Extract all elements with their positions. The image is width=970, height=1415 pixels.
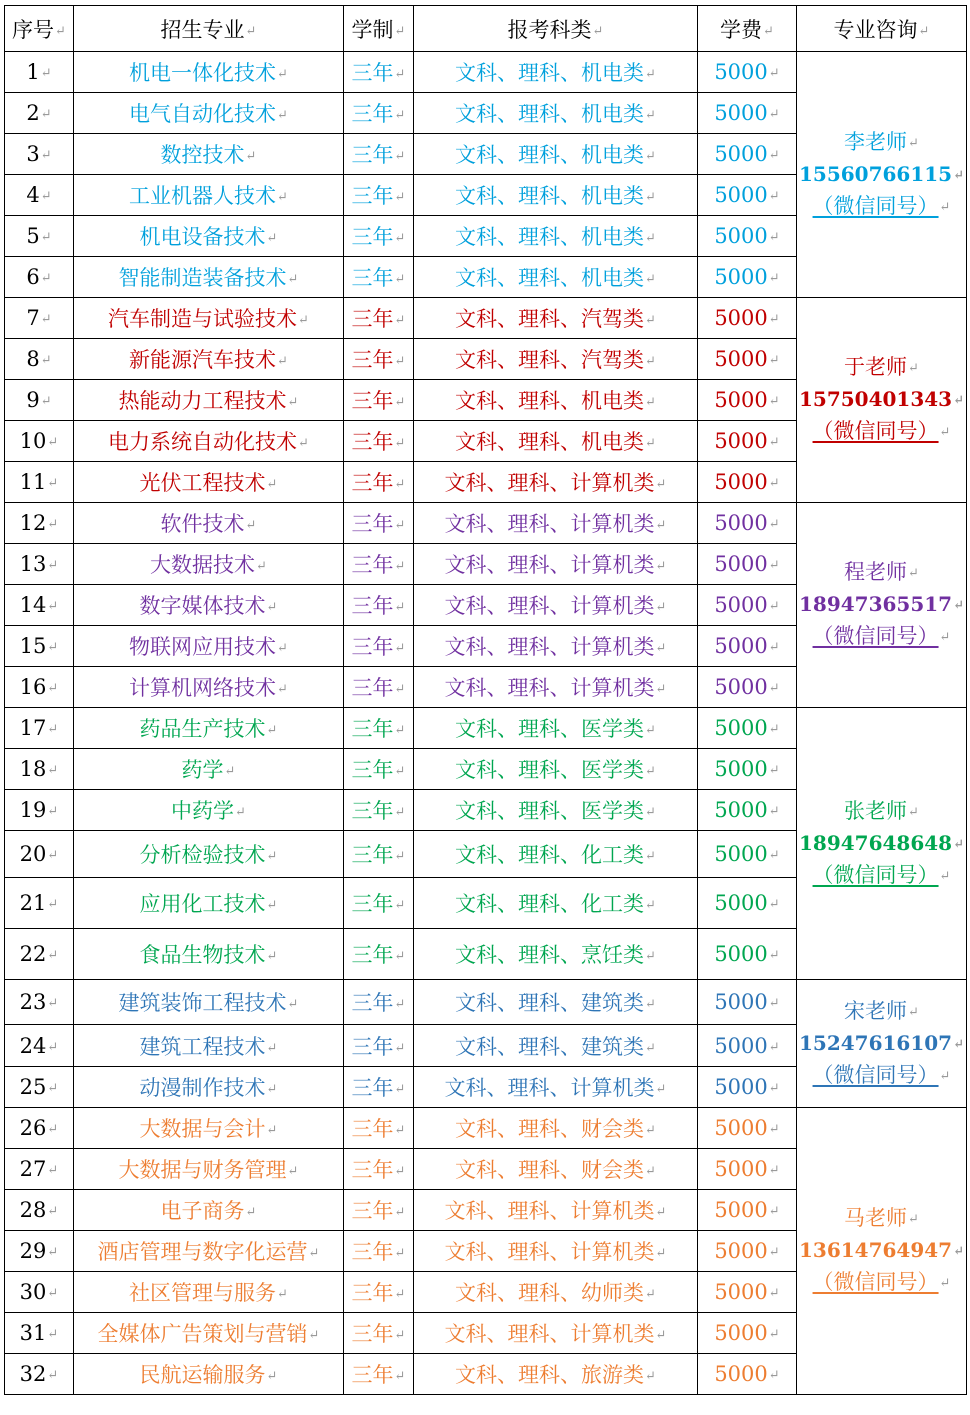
subjects-cell: 文科、理科、财会类↵ [414, 1108, 698, 1149]
duration-cell: 三年↵ [344, 503, 414, 544]
fee-cell: 5000↵ [698, 544, 797, 585]
duration-cell: 三年↵ [344, 1354, 414, 1395]
fee-cell: 5000↵ [698, 585, 797, 626]
fee-cell: 5000↵ [698, 790, 797, 831]
duration-cell: 三年↵ [344, 831, 414, 878]
consult-contact [797, 708, 967, 980]
row-number: 11↵ [5, 462, 74, 503]
duration-cell: 三年↵ [344, 708, 414, 749]
row-number: 29↵ [5, 1231, 74, 1272]
subjects-cell: 文科、理科、财会类↵ [414, 1149, 698, 1190]
duration-cell: 三年↵ [344, 339, 414, 380]
subjects-cell: 文科、理科、医学类↵ [414, 708, 698, 749]
fee-cell: 5000↵ [698, 93, 797, 134]
row-number: 7↵ [5, 298, 74, 339]
contact-phone[interactable]: 18947365517↵ [799, 592, 964, 616]
row-number: 25↵ [5, 1067, 74, 1108]
subjects-cell: 文科、理科、机电类↵ [414, 216, 698, 257]
fee-cell: 5000↵ [698, 216, 797, 257]
subjects-cell: 文科、理科、机电类↵ [414, 421, 698, 462]
fee-cell: 5000↵ [698, 1067, 797, 1108]
duration-cell: 三年↵ [344, 1067, 414, 1108]
row-number: 3↵ [5, 134, 74, 175]
row-number: 6↵ [5, 257, 74, 298]
contact-name: 李老师↵ [844, 129, 919, 154]
row-number: 10↵ [5, 421, 74, 462]
fee-cell: 5000↵ [698, 339, 797, 380]
major-name: 全媒体广告策划与营销↵ [74, 1313, 344, 1354]
consult-contact [797, 1108, 967, 1395]
fee-cell: 5000↵ [698, 626, 797, 667]
row-number: 4↵ [5, 175, 74, 216]
subjects-cell: 文科、理科、化工类↵ [414, 831, 698, 878]
header-subjects: 报考科类↵ [414, 6, 698, 52]
row-number: 15↵ [5, 626, 74, 667]
fee-cell: 5000↵ [698, 878, 797, 929]
fee-cell: 5000↵ [698, 980, 797, 1025]
major-name: 电子商务↵ [74, 1190, 344, 1231]
fee-cell: 5000↵ [698, 1108, 797, 1149]
row-number: 23↵ [5, 980, 74, 1025]
major-name: 大数据与财务管理↵ [74, 1149, 344, 1190]
major-name: 机电设备技术↵ [74, 216, 344, 257]
major-name: 建筑装饰工程技术↵ [74, 980, 344, 1025]
row-number: 27↵ [5, 1149, 74, 1190]
subjects-cell: 文科、理科、计算机类↵ [414, 544, 698, 585]
duration-cell: 三年↵ [344, 667, 414, 708]
contact-wechat-note: （微信同号）↵ [812, 193, 951, 218]
duration-cell: 三年↵ [344, 134, 414, 175]
duration-cell: 三年↵ [344, 980, 414, 1025]
major-name: 动漫制作技术↵ [74, 1067, 344, 1108]
duration-cell: 三年↵ [344, 585, 414, 626]
subjects-cell: 文科、理科、化工类↵ [414, 878, 698, 929]
major-name: 食品生物技术↵ [74, 929, 344, 980]
fee-cell: 5000↵ [698, 52, 797, 93]
subjects-cell: 文科、理科、烹饪类↵ [414, 929, 698, 980]
consult-contact [797, 503, 967, 708]
major-name: 汽车制造与试验技术↵ [74, 298, 344, 339]
fee-cell: 5000↵ [698, 708, 797, 749]
subjects-cell: 文科、理科、医学类↵ [414, 749, 698, 790]
major-name: 物联网应用技术↵ [74, 626, 344, 667]
subjects-cell: 文科、理科、机电类↵ [414, 380, 698, 421]
fee-cell: 5000↵ [698, 1354, 797, 1395]
fee-cell: 5000↵ [698, 1231, 797, 1272]
major-name: 应用化工技术↵ [74, 878, 344, 929]
duration-cell: 三年↵ [344, 878, 414, 929]
table-row [5, 298, 967, 339]
consult-contact [797, 980, 967, 1108]
contact-wechat-note: （微信同号）↵ [812, 862, 951, 887]
fee-cell: 5000↵ [698, 257, 797, 298]
fee-cell: 5000↵ [698, 380, 797, 421]
fee-cell: 5000↵ [698, 134, 797, 175]
row-number: 17↵ [5, 708, 74, 749]
contact-phone[interactable]: 15750401343↵ [799, 387, 964, 411]
table-row [5, 708, 967, 749]
duration-cell: 三年↵ [344, 216, 414, 257]
major-name: 酒店管理与数字化运营↵ [74, 1231, 344, 1272]
contact-name: 张老师↵ [844, 798, 919, 823]
fee-cell: 5000↵ [698, 298, 797, 339]
major-name: 药品生产技术↵ [74, 708, 344, 749]
contact-wechat-note: （微信同号）↵ [812, 1270, 951, 1294]
subjects-cell: 文科、理科、汽驾类↵ [414, 339, 698, 380]
contact-name: 宋老师↵ [844, 998, 919, 1023]
major-name: 民航运输服务↵ [74, 1354, 344, 1395]
row-number: 14↵ [5, 585, 74, 626]
table-row [5, 52, 967, 93]
duration-cell: 三年↵ [344, 52, 414, 93]
duration-cell: 三年↵ [344, 1272, 414, 1313]
fee-cell: 5000↵ [698, 421, 797, 462]
major-name: 数控技术↵ [74, 134, 344, 175]
duration-cell: 三年↵ [344, 421, 414, 462]
subjects-cell: 文科、理科、建筑类↵ [414, 1025, 698, 1067]
duration-cell: 三年↵ [344, 462, 414, 503]
row-number: 9↵ [5, 380, 74, 421]
row-number: 19↵ [5, 790, 74, 831]
major-name: 新能源汽车技术↵ [74, 339, 344, 380]
subjects-cell: 文科、理科、汽驾类↵ [414, 298, 698, 339]
subjects-cell: 文科、理科、计算机类↵ [414, 1231, 698, 1272]
duration-cell: 三年↵ [344, 298, 414, 339]
subjects-cell: 文科、理科、建筑类↵ [414, 980, 698, 1025]
contact-wechat-note: （微信同号）↵ [812, 1062, 951, 1087]
duration-cell: 三年↵ [344, 175, 414, 216]
major-name: 建筑工程技术↵ [74, 1025, 344, 1067]
subjects-cell: 文科、理科、医学类↵ [414, 790, 698, 831]
fee-cell: 5000↵ [698, 175, 797, 216]
fee-cell: 5000↵ [698, 1025, 797, 1067]
subjects-cell: 文科、理科、计算机类↵ [414, 626, 698, 667]
contact-wechat-note: （微信同号）↵ [812, 624, 951, 648]
subjects-cell: 文科、理科、计算机类↵ [414, 585, 698, 626]
contact-phone[interactable]: 15247616107↵ [799, 1030, 964, 1055]
major-name: 电气自动化技术↵ [74, 93, 344, 134]
subjects-cell: 文科、理科、计算机类↵ [414, 1313, 698, 1354]
row-number: 20↵ [5, 831, 74, 878]
subjects-cell: 文科、理科、计算机类↵ [414, 1190, 698, 1231]
subjects-cell: 文科、理科、机电类↵ [414, 52, 698, 93]
contact-name: 马老师↵ [844, 1206, 919, 1230]
row-number: 21↵ [5, 878, 74, 929]
header-duration: 学制↵ [344, 6, 414, 52]
consult-contact [797, 298, 967, 503]
header-no: 序号↵ [5, 6, 74, 52]
table-row [5, 503, 967, 544]
major-name: 光伏工程技术↵ [74, 462, 344, 503]
major-name: 工业机器人技术↵ [74, 175, 344, 216]
table-row [5, 1108, 967, 1149]
row-number: 2↵ [5, 93, 74, 134]
row-number: 30↵ [5, 1272, 74, 1313]
subjects-cell: 文科、理科、计算机类↵ [414, 503, 698, 544]
fee-cell: 5000↵ [698, 503, 797, 544]
header-consult: 专业咨询↵ [797, 6, 967, 52]
row-number: 1↵ [5, 52, 74, 93]
fee-cell: 5000↵ [698, 929, 797, 980]
duration-cell: 三年↵ [344, 1025, 414, 1067]
duration-cell: 三年↵ [344, 544, 414, 585]
duration-cell: 三年↵ [344, 1190, 414, 1231]
contact-phone[interactable]: 13614764947↵ [799, 1238, 964, 1262]
row-number: 26↵ [5, 1108, 74, 1149]
row-number: 28↵ [5, 1190, 74, 1231]
row-number: 5↵ [5, 216, 74, 257]
row-number: 31↵ [5, 1313, 74, 1354]
major-name: 大数据技术↵ [74, 544, 344, 585]
major-name: 大数据与会计↵ [74, 1108, 344, 1149]
major-name: 智能制造装备技术↵ [74, 257, 344, 298]
fee-cell: 5000↵ [698, 1313, 797, 1354]
row-number: 22↵ [5, 929, 74, 980]
subjects-cell: 文科、理科、计算机类↵ [414, 1067, 698, 1108]
subjects-cell: 文科、理科、幼师类↵ [414, 1272, 698, 1313]
header-row [5, 6, 967, 52]
duration-cell: 三年↵ [344, 1108, 414, 1149]
row-number: 16↵ [5, 667, 74, 708]
duration-cell: 三年↵ [344, 749, 414, 790]
fee-cell: 5000↵ [698, 749, 797, 790]
fee-cell: 5000↵ [698, 462, 797, 503]
duration-cell: 三年↵ [344, 93, 414, 134]
major-name: 分析检验技术↵ [74, 831, 344, 878]
duration-cell: 三年↵ [344, 1149, 414, 1190]
contact-name: 程老师↵ [844, 560, 919, 584]
fee-cell: 5000↵ [698, 831, 797, 878]
contact-phone[interactable]: 18947648648↵ [799, 830, 964, 855]
duration-cell: 三年↵ [344, 790, 414, 831]
major-name: 热能动力工程技术↵ [74, 380, 344, 421]
consult-contact [797, 52, 967, 298]
major-name: 社区管理与服务↵ [74, 1272, 344, 1313]
fee-cell: 5000↵ [698, 667, 797, 708]
header-fee: 学费↵ [698, 6, 797, 52]
major-name: 中药学↵ [74, 790, 344, 831]
contact-phone[interactable]: 15560766115↵ [799, 161, 964, 186]
major-name: 药学↵ [74, 749, 344, 790]
header-major: 招生专业↵ [74, 6, 344, 52]
fee-cell: 5000↵ [698, 1190, 797, 1231]
duration-cell: 三年↵ [344, 929, 414, 980]
row-number: 13↵ [5, 544, 74, 585]
subjects-cell: 文科、理科、机电类↵ [414, 134, 698, 175]
admissions-table [4, 5, 967, 1395]
table-row [5, 980, 967, 1025]
major-name: 数字媒体技术↵ [74, 585, 344, 626]
row-number: 18↵ [5, 749, 74, 790]
subjects-cell: 文科、理科、计算机类↵ [414, 462, 698, 503]
subjects-cell: 文科、理科、旅游类↵ [414, 1354, 698, 1395]
contact-wechat-note: （微信同号）↵ [812, 419, 951, 443]
duration-cell: 三年↵ [344, 626, 414, 667]
subjects-cell: 文科、理科、计算机类↵ [414, 667, 698, 708]
row-number: 24↵ [5, 1025, 74, 1067]
duration-cell: 三年↵ [344, 1313, 414, 1354]
fee-cell: 5000↵ [698, 1149, 797, 1190]
duration-cell: 三年↵ [344, 1231, 414, 1272]
row-number: 12↵ [5, 503, 74, 544]
row-number: 8↵ [5, 339, 74, 380]
major-name: 计算机网络技术↵ [74, 667, 344, 708]
subjects-cell: 文科、理科、机电类↵ [414, 93, 698, 134]
duration-cell: 三年↵ [344, 257, 414, 298]
contact-name: 于老师↵ [844, 355, 919, 379]
subjects-cell: 文科、理科、机电类↵ [414, 175, 698, 216]
major-name: 软件技术↵ [74, 503, 344, 544]
row-number: 32↵ [5, 1354, 74, 1395]
major-name: 机电一体化技术↵ [74, 52, 344, 93]
duration-cell: 三年↵ [344, 380, 414, 421]
fee-cell: 5000↵ [698, 1272, 797, 1313]
major-name: 电力系统自动化技术↵ [74, 421, 344, 462]
subjects-cell: 文科、理科、机电类↵ [414, 257, 698, 298]
